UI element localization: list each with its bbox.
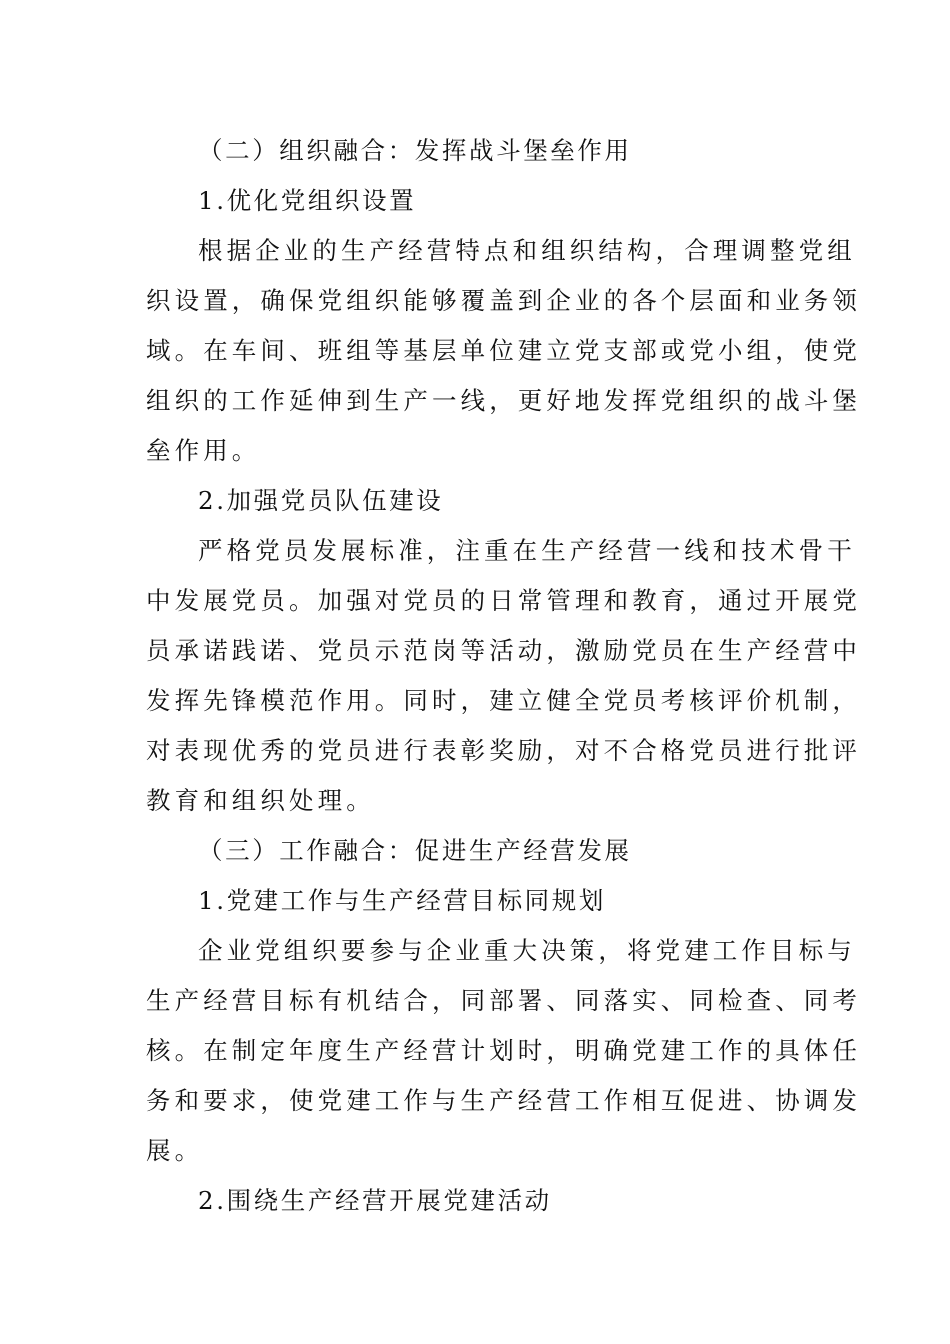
sub-heading-strengthen-party-members: 2.加强党员队伍建设 xyxy=(198,486,444,515)
paragraph-line: 展。 xyxy=(146,1136,204,1165)
paragraph-line: 严格党员发展标准，注重在生产经营一线和技术骨干 xyxy=(198,536,856,565)
paragraph-line: 核。在制定年度生产经营计划时，明确党建工作的具体任 xyxy=(146,1036,861,1065)
paragraph-line: 务和要求，使党建工作与生产经营工作相互促进、协调发 xyxy=(146,1086,861,1115)
paragraph-line: 生产经营目标有机结合，同部署、同落实、同检查、同考 xyxy=(146,986,861,1015)
paragraph-line: 织设置，确保党组织能够覆盖到企业的各个层面和业务领 xyxy=(146,286,861,315)
section-heading-organization-integration: （二）组织融合：发挥战斗堡垒作用 xyxy=(198,136,632,165)
section-heading-work-integration: （三）工作融合：促进生产经营发展 xyxy=(198,836,632,865)
paragraph-line: 员承诺践诺、党员示范岗等活动，激励党员在生产经营中 xyxy=(146,636,861,665)
paragraph-line: 根据企业的生产经营特点和组织结构，合理调整党组 xyxy=(198,236,856,265)
paragraph-line: 中发展党员。加强对党员的日常管理和教育，通过开展党 xyxy=(146,586,861,615)
paragraph-line: 企业党组织要参与企业重大决策，将党建工作目标与 xyxy=(198,936,856,965)
sub-heading-same-planning: 1.党建工作与生产经营目标同规划 xyxy=(198,886,606,915)
paragraph-line: 对表现优秀的党员进行表彰奖励，对不合格党员进行批评 xyxy=(146,736,861,765)
paragraph-line: 教育和组织处理。 xyxy=(146,786,375,815)
paragraph-line: 发挥先锋模范作用。同时，建立健全党员考核评价机制， xyxy=(146,686,861,715)
paragraph-line: 组织的工作延伸到生产一线，更好地发挥党组织的战斗堡 xyxy=(146,386,861,415)
paragraph-line: 垒作用。 xyxy=(146,436,261,465)
paragraph-line: 域。在车间、班组等基层单位建立党支部或党小组，使党 xyxy=(146,336,861,365)
sub-heading-optimize-party-organization: 1.优化党组织设置 xyxy=(198,186,417,215)
sub-heading-party-activities: 2.围绕生产经营开展党建活动 xyxy=(198,1186,552,1215)
